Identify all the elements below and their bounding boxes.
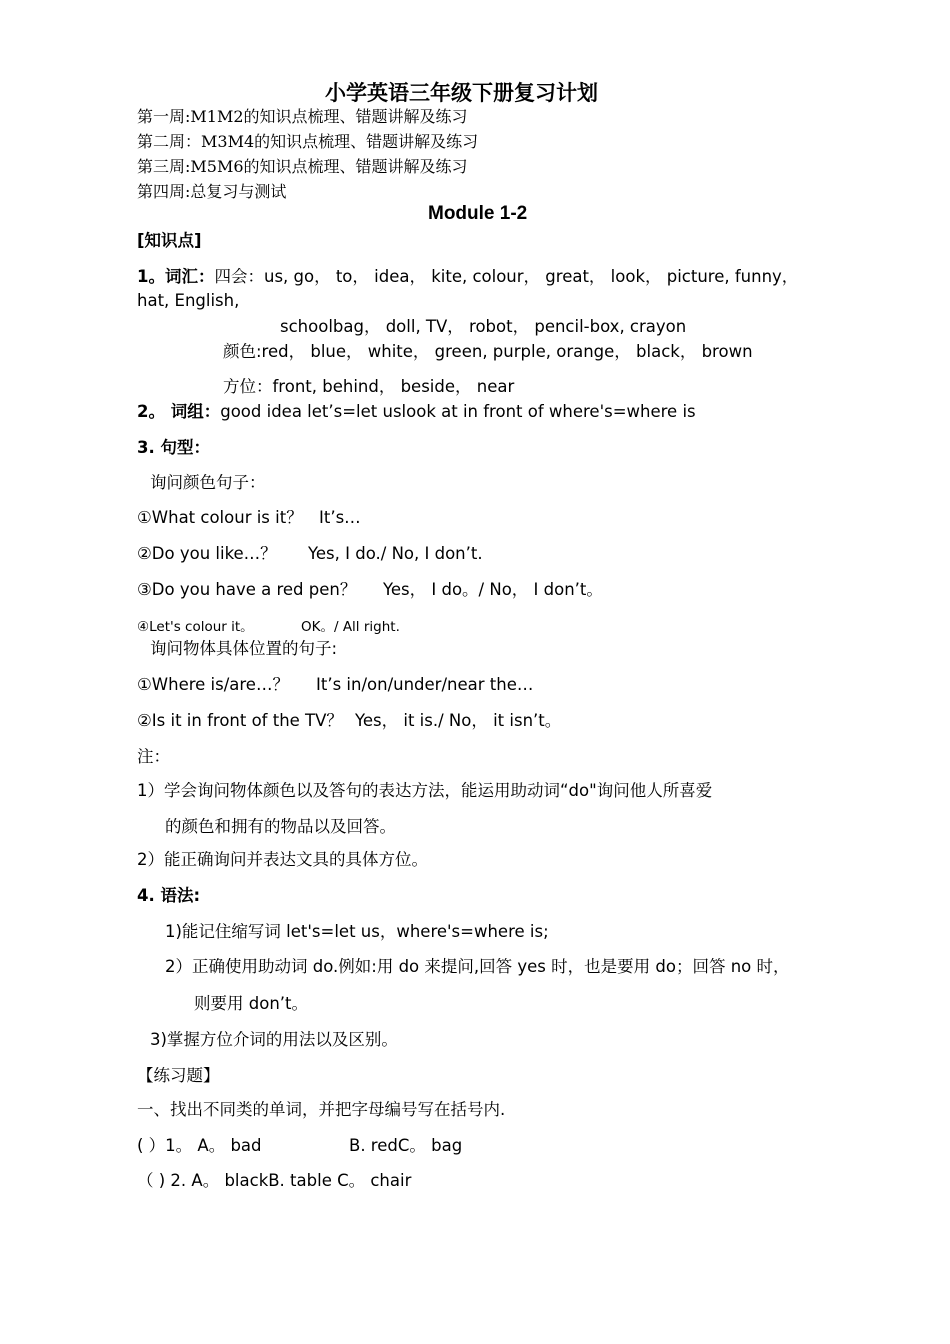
knowledge-label: [知识点] (137, 231, 202, 250)
answer: Yes， I do。/ No， I don’t。 (383, 580, 603, 599)
question: ①What colour is it？ (137, 508, 303, 527)
note-2: 2）能正确询问并表达文具的具体方位。 (137, 850, 428, 869)
color-sentence-2 (137, 544, 483, 564)
question: ①Where is/are…？ (137, 675, 289, 694)
phrases-text: good idea let’s=let uslook at in front of where's=where is (220, 402, 696, 421)
plan-week-2: 第二周：M3M4的知识点梳理、错题讲解及练习 (137, 132, 479, 151)
grammar-2a: 2）正确使用助动词 do.例如:用 do 来提问,回答 yes 时，也是要用 do；回答 no 时， (165, 957, 790, 976)
vocab-list-1: 四会：us, go， to， idea， kite, colour， great， look， picture, funny， (214, 267, 799, 286)
position-sentence-1 (137, 675, 533, 695)
vocab-line-3: schoolbag， doll, TV， robot， pencil-box, crayon (280, 317, 687, 336)
position-intro: 询问物体具体位置的句子: (150, 639, 338, 658)
grammar-label: 4. 语法: (137, 886, 201, 905)
grammar-3: 3)掌握方位介词的用法以及区别。 (150, 1030, 398, 1049)
exercise-q1 (137, 1136, 462, 1156)
page-title: 小学英语三年级下册复习计划 (325, 80, 598, 105)
exercise-q2: （ ) 2. A。 blackB. table C。 chair (137, 1171, 412, 1190)
exercise-section-1: 一、找出不同类的单词，并把字母编号写在括号内. (137, 1100, 506, 1119)
plan-week-3: 第三周:M5M6的知识点梳理、错题讲解及练习 (137, 157, 468, 176)
answer: Yes, I do./ No, I don’t. (308, 544, 483, 563)
question: ②Do you like…？ (137, 544, 277, 563)
sentences-label: 3. 句型： (137, 438, 210, 457)
grammar-2b: 则要用 don’t。 (194, 994, 308, 1013)
question: ④Let's colour it。 (137, 619, 254, 635)
question: ②Is it in front of the TV？ (137, 711, 343, 730)
q1-part-b: B. redC。 bag (349, 1136, 463, 1155)
color-sentence-1 (137, 508, 361, 528)
phrases-line (137, 402, 696, 422)
note-1a: 1）学会询问物体颜色以及答句的表达方法，能运用助动词“do"询问他人所喜爱 (137, 781, 713, 800)
grammar-1: 1)能记住缩写词 let's=let us，where's=where is; (165, 922, 549, 941)
vocab-line-2: hat, English, (137, 291, 240, 310)
notes-label: 注： (137, 747, 170, 766)
answer: OK。/ All right. (301, 619, 400, 635)
answer: It’s in/on/under/near the… (316, 675, 534, 694)
module-heading: Module 1-2 (428, 203, 528, 224)
vocab-label: 1。词汇： (137, 267, 215, 286)
q1-part-a: ( ）1。 A。 bad (137, 1136, 262, 1155)
vocab-line-1 (137, 267, 798, 287)
note-1b: 的颜色和拥有的物品以及回答。 (165, 817, 396, 836)
question: ③Do you have a red pen？ (137, 580, 357, 599)
color-sentence-3 (137, 580, 603, 600)
position-sentence-2 (137, 711, 561, 731)
exercise-label: 【练习题】 (137, 1066, 220, 1085)
answer: Yes， it is./ No， it isn’t。 (355, 711, 562, 730)
color-intro: 询问颜色句子： (150, 473, 266, 492)
plan-week-4: 第四周:总复习与测试 (137, 182, 287, 201)
vocab-colors: 颜色:red， blue， white， green, purple, orange， black， brown (223, 342, 753, 361)
plan-week-1: 第一周:M1M2的知识点梳理、错题讲解及练习 (137, 107, 468, 126)
answer: It’s… (319, 508, 361, 527)
vocab-positions: 方位：front, behind， beside， near (223, 377, 515, 396)
color-sentence-4 (137, 617, 400, 637)
phrases-label: 2。 词组： (137, 402, 221, 421)
